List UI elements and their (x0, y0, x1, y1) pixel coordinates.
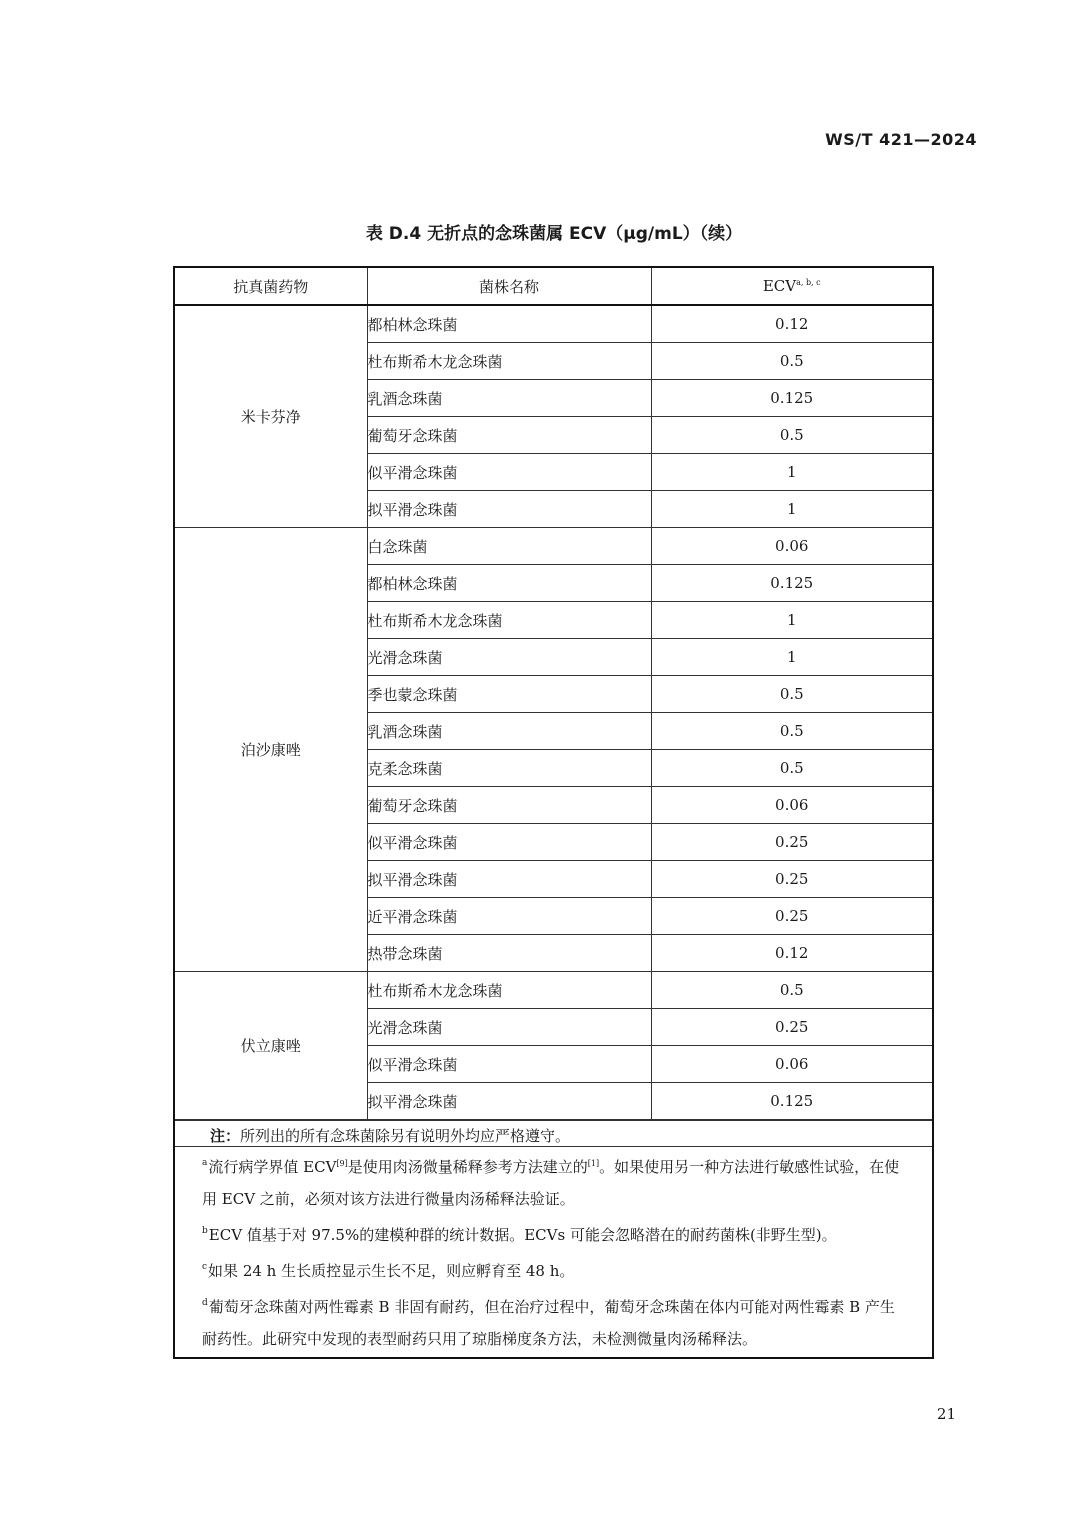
header-ecv-label: ECV (762, 277, 797, 295)
ecv-value-cell: 0.5 (651, 713, 932, 750)
strain-name-cell: 葡萄牙念珠菌 (367, 417, 651, 454)
strain-name-cell: 季也蒙念珠菌 (367, 676, 651, 713)
footnote-text: 葡萄牙念珠菌对两性霉素 B 非固有耐药，但在治疗过程中，葡萄牙念珠菌在体内可能对两性霉素 B 产生 (208, 1298, 895, 1316)
header-drug: 抗真菌药物 (175, 268, 367, 305)
drug-name-cell: 泊沙康唑 (175, 528, 367, 972)
table-note (175, 1121, 932, 1147)
strain-name-cell: 拟平滑念珠菌 (367, 491, 651, 528)
citation-ref: [1] (587, 1159, 600, 1168)
strain-name-cell: 都柏林念珠菌 (367, 305, 651, 343)
footnote-continuation: 用 ECV 之前，必须对该方法进行微量肉汤稀释法验证。 (202, 1190, 575, 1208)
footnote-text: 。如果使用另一种方法进行敏感性试验，在使 (599, 1158, 900, 1176)
footnote-mark: c (202, 1262, 208, 1272)
ecv-value-cell: 0.5 (651, 750, 932, 787)
drug-name-cell: 米卡芬净 (175, 305, 367, 528)
drug-name-cell: 伏立康唑 (175, 972, 367, 1120)
footnote-text: ECV 值基于对 97.5%的建模种群的统计数据。ECVs 可能会忽略潜在的耐药菌株(非野生型)。 (208, 1226, 837, 1244)
strain-name-cell: 乳酒念珠菌 (367, 713, 651, 750)
strain-name-cell: 拟平滑念珠菌 (367, 861, 651, 898)
strain-name-cell: 光滑念珠菌 (367, 1009, 651, 1046)
ecv-value-cell: 0.25 (651, 898, 932, 935)
strain-name-cell: 白念珠菌 (367, 528, 651, 565)
ecv-value-cell: 0.06 (651, 787, 932, 824)
footnote-c (175, 1251, 932, 1287)
ecv-table (175, 268, 932, 1120)
table-header-row (175, 268, 932, 305)
ecv-value-cell: 0.5 (651, 417, 932, 454)
strain-name-cell: 似平滑念珠菌 (367, 824, 651, 861)
ecv-value-cell: 0.5 (651, 972, 932, 1009)
table-body (175, 305, 932, 1120)
header-strain: 菌株名称 (367, 268, 651, 305)
ecv-value-cell: 0.125 (651, 380, 932, 417)
ecv-value-cell: 0.5 (651, 676, 932, 713)
ecv-value-cell: 0.25 (651, 861, 932, 898)
ecv-value-cell: 0.25 (651, 824, 932, 861)
ecv-value-cell: 0.125 (651, 1083, 932, 1120)
strain-name-cell: 克柔念珠菌 (367, 750, 651, 787)
footnote-text: 如果 24 h 生长质控显示生长不足，则应孵育至 48 h。 (208, 1262, 575, 1280)
table-row (175, 972, 932, 1009)
note-text: 所列出的所有念珠菌除另有说明外均应严格遵守。 (240, 1127, 571, 1145)
strain-name-cell: 杜布斯希木龙念珠菌 (367, 602, 651, 639)
footnote-mark: a (202, 1158, 208, 1168)
ecv-value-cell: 1 (651, 491, 932, 528)
ecv-value-cell: 0.06 (651, 528, 932, 565)
footnote-b (175, 1215, 932, 1251)
ecv-value-cell: 0.06 (651, 1046, 932, 1083)
notes-section (175, 1120, 932, 1357)
footnote-text: 是使用肉汤微量稀释参考方法建立的 (347, 1158, 588, 1176)
strain-name-cell: 杜布斯希木龙念珠菌 (367, 343, 651, 380)
strain-name-cell: 似平滑念珠菌 (367, 454, 651, 491)
table-row (175, 305, 932, 343)
strain-name-cell: 拟平滑念珠菌 (367, 1083, 651, 1120)
citation-ref: [9] (336, 1159, 348, 1168)
ecv-value-cell: 0.25 (651, 1009, 932, 1046)
strain-name-cell: 近平滑念珠菌 (367, 898, 651, 935)
note-label: 注： (210, 1127, 241, 1145)
strain-name-cell: 似平滑念珠菌 (367, 1046, 651, 1083)
strain-name-cell: 葡萄牙念珠菌 (367, 787, 651, 824)
footnote-a (175, 1147, 932, 1215)
strain-name-cell: 光滑念珠菌 (367, 639, 651, 676)
ecv-value-cell: 1 (651, 454, 932, 491)
footnote-text: 流行病学界值 ECV (208, 1158, 337, 1176)
ecv-table-frame (173, 266, 934, 1359)
strain-name-cell: 杜布斯希木龙念珠菌 (367, 972, 651, 1009)
ecv-value-cell: 0.12 (651, 305, 932, 343)
footnote-continuation: 耐药性。此研究中发现的表型耐药只用了琼脂梯度条方法，未检测微量肉汤稀释法。 (202, 1330, 758, 1348)
standard-code: WS/T 421—2024 (825, 130, 977, 149)
footnote-mark: d (202, 1298, 208, 1308)
strain-name-cell: 热带念珠菌 (367, 935, 651, 972)
table-row (175, 528, 932, 565)
ecv-value-cell: 0.125 (651, 565, 932, 602)
footnote-mark: b (202, 1226, 208, 1236)
ecv-value-cell: 1 (651, 602, 932, 639)
ecv-value-cell: 1 (651, 639, 932, 676)
ecv-value-cell: 0.5 (651, 343, 932, 380)
strain-name-cell: 都柏林念珠菌 (367, 565, 651, 602)
footnote-d (175, 1287, 932, 1355)
page-number: 21 (936, 1405, 956, 1423)
ecv-value-cell: 0.12 (651, 935, 932, 972)
strain-name-cell: 乳酒念珠菌 (367, 380, 651, 417)
header-ecv (651, 268, 932, 305)
footnotes (175, 1147, 932, 1357)
table-caption: 表 D.4 无折点的念珠菌属 ECV（μg/mL）（续） (365, 224, 743, 244)
header-ecv-sup: a, b, c (796, 278, 821, 287)
